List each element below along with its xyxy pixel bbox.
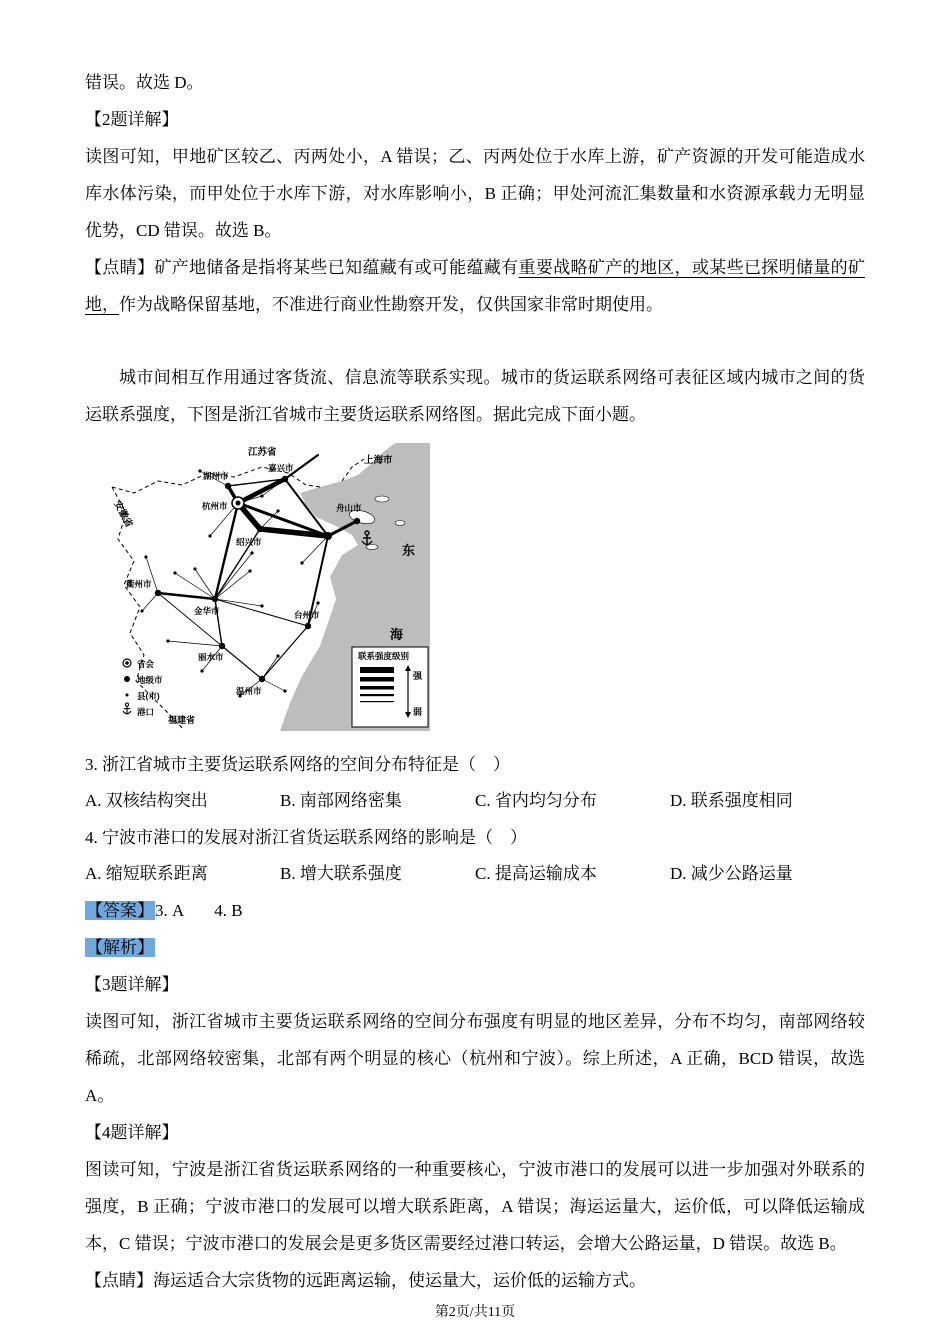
label-taizhou: 台州市 (294, 610, 320, 620)
label-shanghai: 上海市 (364, 455, 393, 466)
heading-q3-detail: 【3题详解】 (85, 975, 179, 994)
question-3-options (85, 783, 865, 819)
dianjing-1-pre: 【点睛】矿产地储备是指将某些已知蕴藏有或可能蕴藏有 (85, 258, 519, 277)
strength-legend-box (352, 647, 428, 727)
paragraph-dianjing-2: 【点睛】海运适合大宗货物的远距离运输，使运量大，运价低的运输方式。 (85, 1271, 646, 1290)
option-4c: C. 提高运输成本 (475, 864, 597, 883)
label-hangzhou: 杭州市 (202, 501, 228, 511)
dianjing-1-post: 作为战略保留基地，不准进行商业性勘察开发，仅供国家非常时期使用。 (119, 295, 663, 314)
option-3a: A. 双核结构突出 (85, 791, 208, 810)
option-4a: A. 缩短联系距离 (85, 864, 208, 883)
analysis-label: 【解析】 (86, 938, 154, 957)
legend-port-label: 港口 (137, 707, 155, 717)
paragraph-trailing: 错误。故选 D。 (85, 73, 204, 92)
legend-anchor-icon (123, 703, 131, 714)
zhejiang-freight-map (110, 441, 432, 738)
paragraph-intro: 城市间相互作用通过客货流、信息流等联系实现。城市的货运联系网络可表征区域内城市之间的货运联系强度，下图是浙江省城市主要货运联系网络图。据此完成下面小题。 (85, 368, 865, 424)
option-4d: D. 减少公路运量 (670, 864, 793, 883)
question-4-text: 宁波市港口的发展对浙江省货运联系网络的影响是（ ） (102, 828, 527, 847)
dianjing-1-underlined: 重要战略矿产的地区，或某些已探明储量的矿地， (85, 258, 866, 314)
strength-weak-label: 弱 (413, 707, 423, 717)
question-4-number: 4. (85, 828, 98, 847)
heading-q4-detail: 【4题详解】 (85, 1123, 179, 1142)
label-fujian: 福建省 (168, 715, 196, 725)
question-4-stem (85, 819, 865, 856)
answer-line (85, 892, 865, 929)
map-legend-symbols (123, 659, 163, 717)
answer-q4: 4. B (214, 901, 243, 920)
question-4-options (85, 856, 865, 892)
label-anhui: 安徽省 (111, 499, 135, 530)
page-footer: 第2页/共11页 (434, 1305, 516, 1320)
label-wenzhou: 温州市 (236, 686, 262, 696)
label-jinhua: 金华市 (194, 606, 220, 616)
question-3-text: 浙江省城市主要货运联系网络的空间分布特征是（ ） (102, 755, 510, 774)
label-sea-east: 东 (402, 543, 416, 558)
answer-q3: 3. A (155, 901, 185, 920)
county-dots (140, 469, 319, 697)
explanation-q4: 图读可知，宁波是浙江省货运联系网络的一种重要核心，宁波市港口的发展可以进一步加强对外联系的强度，B 正确；宁波市港口的发展可以增大联系距离，A 错误；海运运量大，运价低，可以降低运输成本，C 错误；宁波市港口的发展会是更多货区需要经过港口转运，会增大公路运量，D 错误。故选 B。 (85, 1160, 865, 1253)
analysis-line (85, 929, 865, 966)
map-svg (110, 441, 432, 733)
answer-label: 【答案】 (86, 901, 154, 920)
option-4b: B. 增大联系强度 (280, 864, 402, 883)
explanation-q3: 读图可知，浙江省城市主要货运联系网络的空间分布强度有明显的地区差异，分布不均匀，南部网络较稀疏，北部网络较密集，北部有两个明显的核心（杭州和宁波）。综上所述，A 正确，BCD 错误，故选 A。 (85, 1012, 865, 1105)
legend-capital-label: 省会 (137, 659, 155, 669)
label-lishui: 丽水市 (198, 652, 224, 662)
heading-q2-detail: 【2题详解】 (85, 110, 179, 129)
option-3b: B. 南部网络密集 (280, 791, 402, 810)
label-sea-sea: 海 (390, 627, 404, 642)
label-jiangsu: 江苏省 (248, 447, 277, 458)
label-shaoxing: 绍兴市 (236, 537, 262, 547)
explanation-q2: 读图可知，甲地矿区较乙、丙两处小，A 错误；乙、丙两处位于水库上游，矿产资源的开发可能造成水库水体污染，而甲处位于水库下游，对水库影响小，B 正确；甲处河流汇集数量和水资源承载力无明显优势，CD 错误。故选 B。 (85, 147, 865, 240)
strength-strong-label: 强 (413, 671, 423, 681)
legend-prefecture-label: 地级市 (137, 675, 163, 685)
option-3c: C. 省内均匀分布 (475, 791, 597, 810)
label-huzhou: 湖州市 (203, 471, 229, 481)
label-zhoushan: 舟山市 (336, 503, 362, 513)
strength-legend-title: 联系强度级别 (358, 651, 410, 661)
label-jiaxing: 嘉兴市 (268, 463, 294, 473)
question-3-number: 3. (85, 755, 98, 774)
legend-county-label: 县(市) (137, 691, 160, 701)
option-3d: D. 联系强度相同 (670, 791, 793, 810)
capital-node-hangzhou (232, 497, 244, 509)
paragraph-dianjing-1 (85, 249, 865, 323)
question-3-stem (85, 746, 865, 783)
label-quzhou: 衢州市 (126, 579, 152, 589)
